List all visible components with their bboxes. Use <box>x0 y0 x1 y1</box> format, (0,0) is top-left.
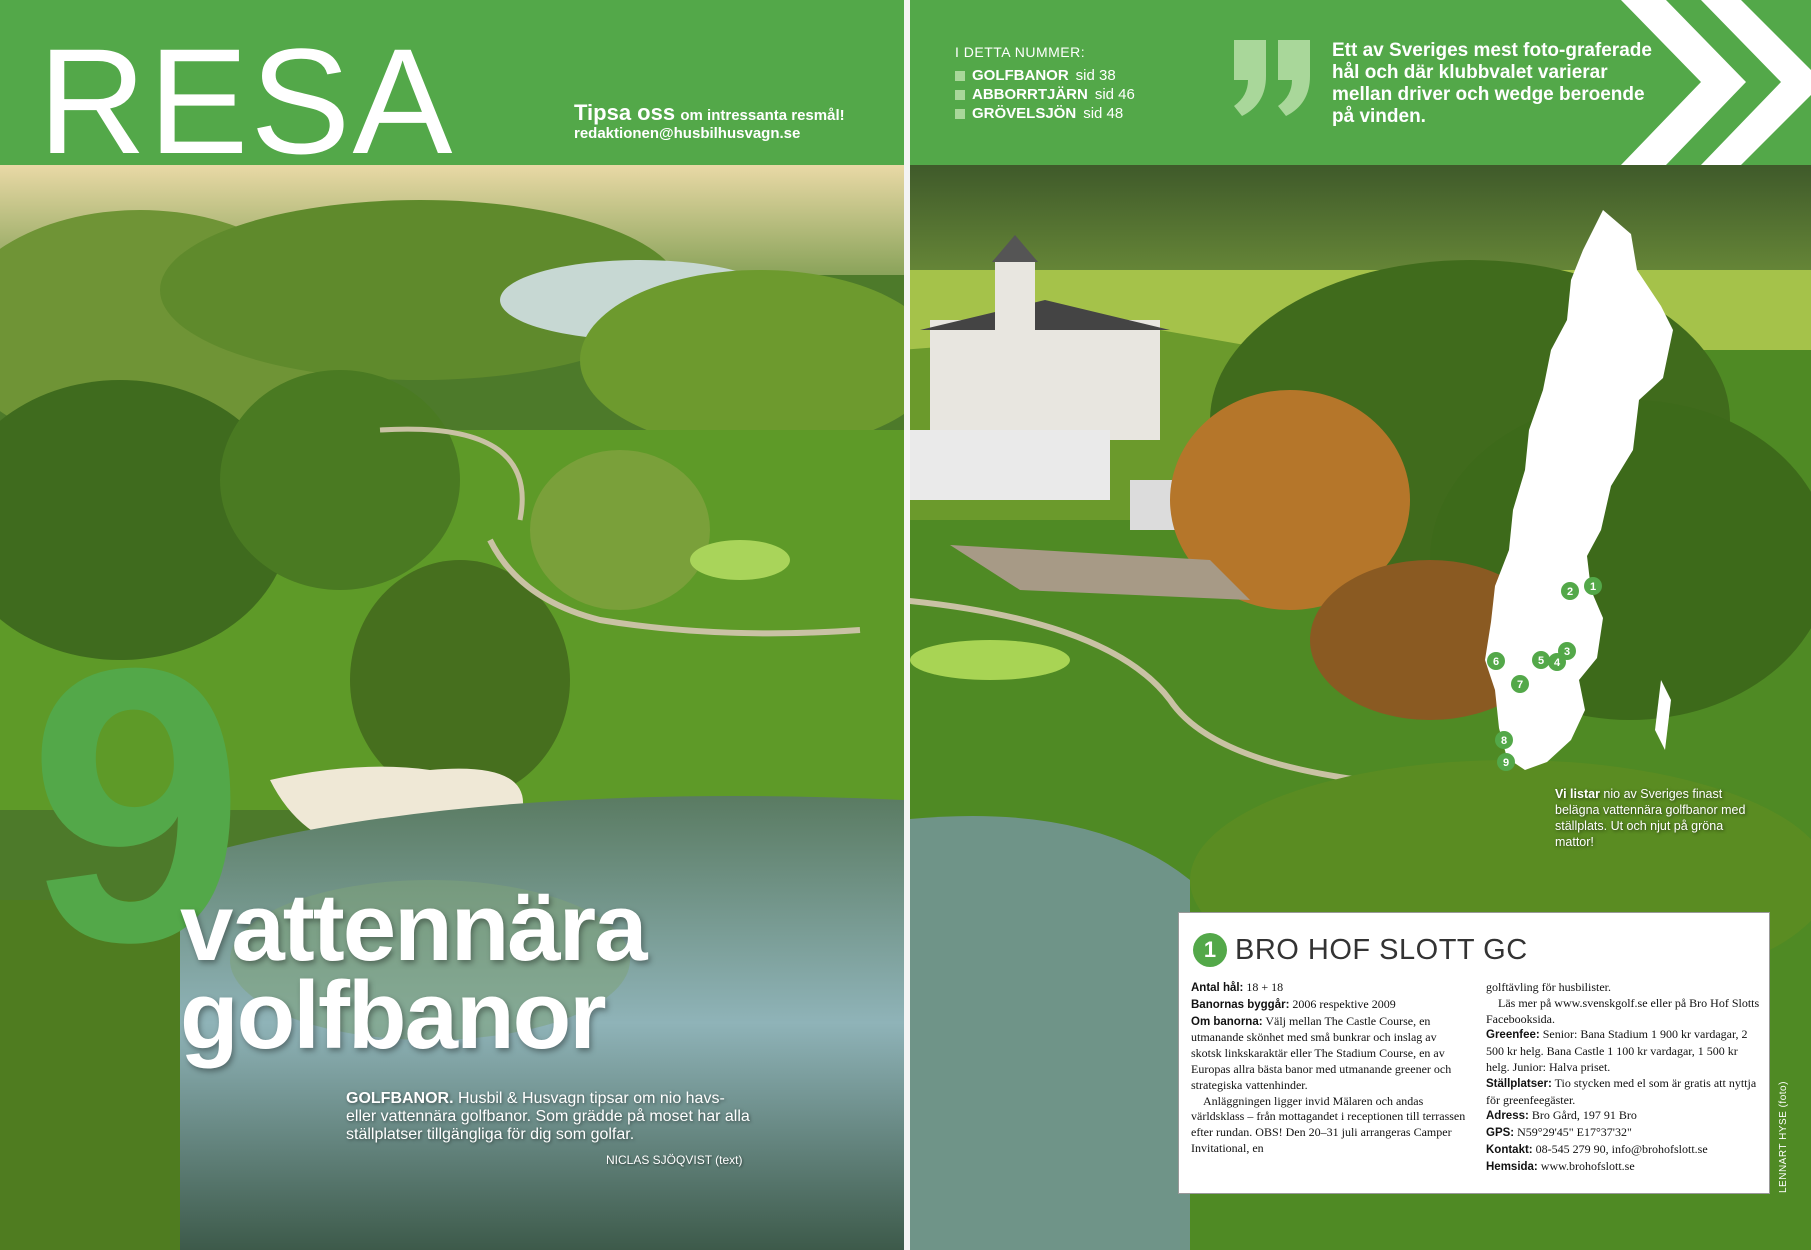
fact-pitches <box>1486 1076 1761 1109</box>
fact-label: Kontakt: <box>1486 1143 1533 1156</box>
course-infobox <box>1178 912 1770 1194</box>
infobox-column-1 <box>1191 980 1466 1176</box>
fact-paragraph <box>1486 980 1761 996</box>
map-marker-label: 5 <box>1537 655 1545 667</box>
fact-about <box>1191 1014 1466 1094</box>
website-link[interactable]: www.brohofslott.se <box>1540 1158 1635 1173</box>
quote-mark-icon <box>1228 40 1318 118</box>
fact-value: Tio stycken med el som är gratis att nyttja för greenfeegäster. <box>1486 1075 1757 1107</box>
byline: NICLAS SJÖQVIST (text) <box>606 1153 743 1167</box>
left-page <box>0 0 904 1250</box>
fact-label: Hemsida: <box>1486 1160 1538 1173</box>
fact-value: Anläggningen ligger invid Mälaren och andas världsklass – från mottagandet i receptionen till terrassen efter rundan. OBS! Den 20–31 juli arrangeras Camper Invitational, en <box>1191 1093 1466 1155</box>
fact-label: Antal hål: <box>1191 982 1244 994</box>
map-markers <box>1455 210 1695 775</box>
map-marker-label: 6 <box>1492 656 1500 668</box>
fact-value: Senior: Bana Stadium 1 900 kr vardagar, 2 500 kr helg. Bana Castle 1 100 kr vardagar, 1 500 kr helg. Junior: Halva priset. <box>1486 1027 1748 1074</box>
fact-gps <box>1486 1125 1761 1142</box>
headline-line-2: golfbanor <box>180 962 605 1069</box>
fact-contact <box>1486 1142 1761 1159</box>
map-marker-label: 3 <box>1563 646 1571 658</box>
photo-credit: LENNART HYSE (foto) <box>1778 1081 1789 1193</box>
intro-label: GOLFBANOR. <box>346 1090 454 1107</box>
fact-value: golftävling för husbilister. <box>1486 980 1611 994</box>
course-number-badge: 1 <box>1193 933 1227 967</box>
fact-website[interactable] <box>1486 1159 1761 1176</box>
map-caption-bold: Vi listar <box>1555 787 1600 801</box>
issue-item[interactable] <box>955 66 1135 85</box>
fact-label: Om banorna: <box>1191 1015 1263 1028</box>
bullet-square-icon <box>955 109 965 119</box>
intro-paragraph <box>346 1090 756 1144</box>
tip-line-bold: Tipsa oss <box>574 100 676 125</box>
fact-label: Greenfee: <box>1486 1029 1540 1042</box>
issue-item-page: sid 48 <box>1083 105 1124 122</box>
map-marker-label: 7 <box>1516 679 1524 691</box>
infobox-column-2 <box>1486 980 1761 1176</box>
fact-label: Adress: <box>1486 1110 1529 1123</box>
bullet-square-icon <box>955 71 965 81</box>
fact-value: 2006 respektive 2009 <box>1292 996 1396 1011</box>
headline-line-1: vattennära <box>180 874 646 981</box>
map-caption-text: nio av Sveriges finast belägna vattennära golfbanor med ställplats. Ut och njut på gröna mattor! <box>1555 787 1746 849</box>
issue-heading: I DETTA NUMMER: <box>955 44 1086 60</box>
fact-label: GPS: <box>1486 1127 1515 1140</box>
editor-email: redaktionen@husbilhusvagn.se <box>574 125 801 142</box>
fact-label: Ställplatser: <box>1486 1077 1552 1090</box>
course-name: BRO HOF SLOTT GC <box>1235 933 1528 966</box>
issue-item-page: sid 46 <box>1094 86 1135 103</box>
issue-item[interactable] <box>955 104 1135 123</box>
map-marker-label: 4 <box>1553 657 1561 669</box>
fact-paragraph <box>1191 1094 1466 1157</box>
map-marker-label: 9 <box>1502 757 1510 769</box>
fact-address <box>1486 1108 1761 1125</box>
fact-greenfee <box>1486 1027 1761 1075</box>
map-marker-label: 2 <box>1566 586 1574 598</box>
big-number: 9 <box>28 640 245 970</box>
right-page <box>910 0 1811 1250</box>
chevron-right-icon <box>1621 0 1811 165</box>
map-marker-label: 1 <box>1589 581 1597 593</box>
fact-value: 18 + 18 <box>1246 980 1284 994</box>
fact-value: Läs mer på www.svenskgolf.se eller på Bro Hof Slotts Facebooksida. <box>1486 995 1760 1026</box>
fact-label: Banornas byggår: <box>1191 998 1290 1011</box>
fact-value: Bro Gård, 197 91 Bro <box>1531 1108 1637 1123</box>
issue-item-name: GOLFBANOR <box>972 67 1069 84</box>
map-marker-label: 8 <box>1500 735 1508 747</box>
tip-line-rest: om intressanta resmål! <box>680 107 845 124</box>
issue-item-name: ABBORRTJÄRN <box>972 86 1088 103</box>
tip-line <box>574 100 845 126</box>
pull-quote: Ett av Sveriges mest foto-graferade hål och där klubbvalet varierar mellan driver och wedge beroende på vinden. <box>1332 40 1652 127</box>
bullet-square-icon <box>955 90 965 100</box>
fact-paragraph <box>1486 996 1761 1028</box>
infobox-title <box>1193 933 1528 967</box>
issue-item-name: GRÖVELSJÖN <box>972 105 1077 122</box>
section-title: RESA <box>38 17 455 185</box>
fact-value: N59°29'45" E17°37'32" <box>1517 1125 1632 1140</box>
intro-text: Husbil & Husvagn tipsar om nio havs- eller vattennära golfbanor. Som grädde på moset har alla ställplatser tillgängliga för dig som golfar. <box>346 1090 750 1143</box>
infobox-columns <box>1191 980 1761 1176</box>
issue-list <box>955 66 1135 123</box>
fact-holes <box>1191 980 1466 997</box>
issue-item-page: sid 38 <box>1075 67 1116 84</box>
map-caption <box>1555 786 1765 850</box>
issue-item[interactable] <box>955 85 1135 104</box>
fact-value: Välj mellan The Castle Course, en utmanande skönhet med små bunkrar och inslag av skotsk linkskaraktär eller The Stadium Course, en av Europas allra bästa banor med utmanande greener och strategiska vattenhinder. <box>1191 1013 1452 1092</box>
fact-built <box>1191 997 1466 1014</box>
fact-value: 08-545 279 90, info@brohofslott.se <box>1535 1141 1708 1156</box>
